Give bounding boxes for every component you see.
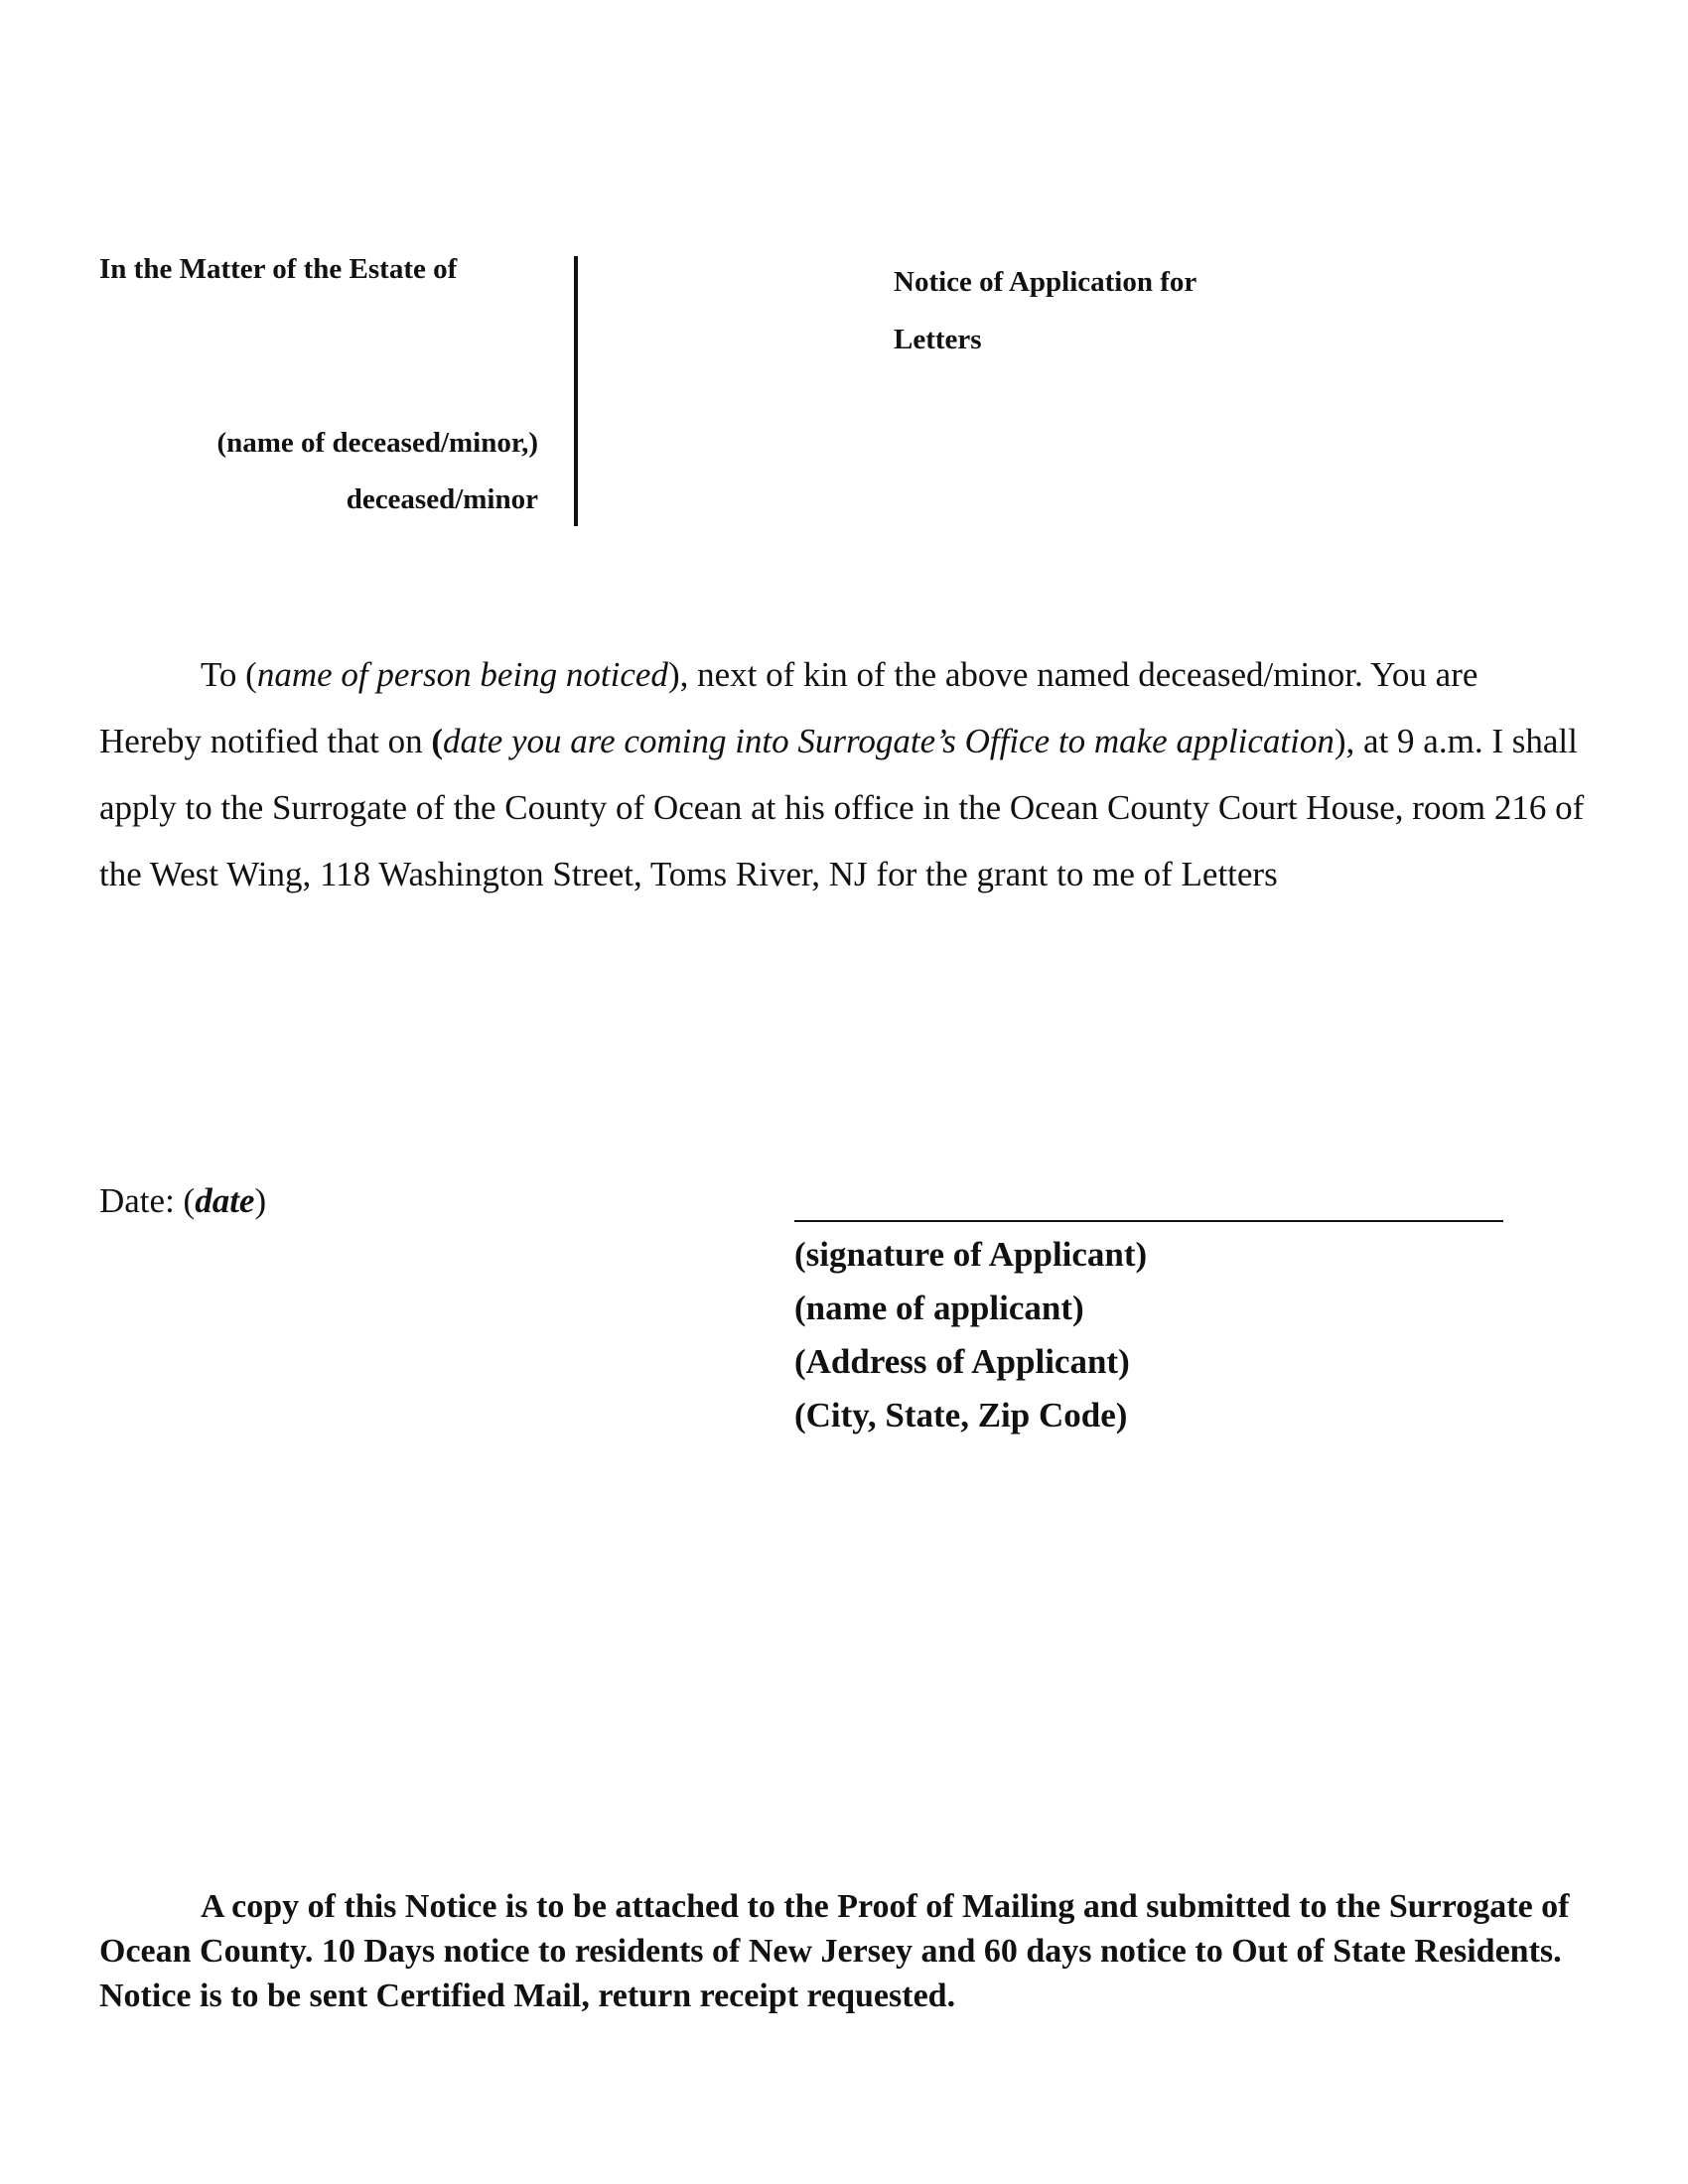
title-line-1: Notice of Application for: [894, 266, 1197, 298]
caption-divider: [574, 256, 578, 526]
applicant-name-label: (name of applicant): [794, 1289, 1084, 1327]
date-line: [99, 1181, 266, 1221]
signature-block: [794, 1228, 1147, 1442]
deceased-role-label: deceased/minor: [346, 483, 538, 515]
applicant-city-label: (City, State, Zip Code): [794, 1396, 1128, 1434]
deceased-name-placeholder: (name of deceased/minor,): [216, 427, 538, 459]
date-close: ): [254, 1181, 267, 1220]
date-open-paren: (: [431, 722, 444, 760]
document-title: [894, 253, 1196, 368]
notice-to-prefix: To (: [201, 655, 257, 694]
application-date-placeholder: date you are coming into Surrogate’s Office to make application: [443, 722, 1335, 760]
applicant-address-label: (Address of Applicant): [794, 1342, 1130, 1381]
notice-kin-text: ), next of kin of the above named deceased/minor. You are Hereby notified that on: [99, 655, 1478, 760]
title-line-2: Letters: [894, 324, 982, 355]
person-noticed-placeholder: name of person being noticed: [256, 655, 668, 694]
date-placeholder: date: [195, 1181, 255, 1220]
signature-label: (signature of Applicant): [794, 1235, 1148, 1274]
mailing-instructions: A copy of this Notice is to be attached to the Proof of Mailing and submitted to the Surrogate of Ocean County. 10 Days notice to residents of New Jersey and 60 days notice to Out of State Residents. Notice is to be sent Certified Mail, return receipt requested.: [99, 1888, 1570, 2014]
notice-paragraph: [99, 641, 1589, 907]
estate-heading: In the Matter of the Estate of: [99, 253, 458, 285]
signature-line: [794, 1220, 1503, 1222]
notice-after-date: ), at 9 a.m. I shall apply to the Surrogate of the County of Ocean at his office in the Ocean County Court House, room 216 of the West Wing, 118 Washington Street, Toms River, NJ for the grant to me of Letters: [99, 722, 1585, 893]
date-label: Date: (: [99, 1181, 196, 1220]
